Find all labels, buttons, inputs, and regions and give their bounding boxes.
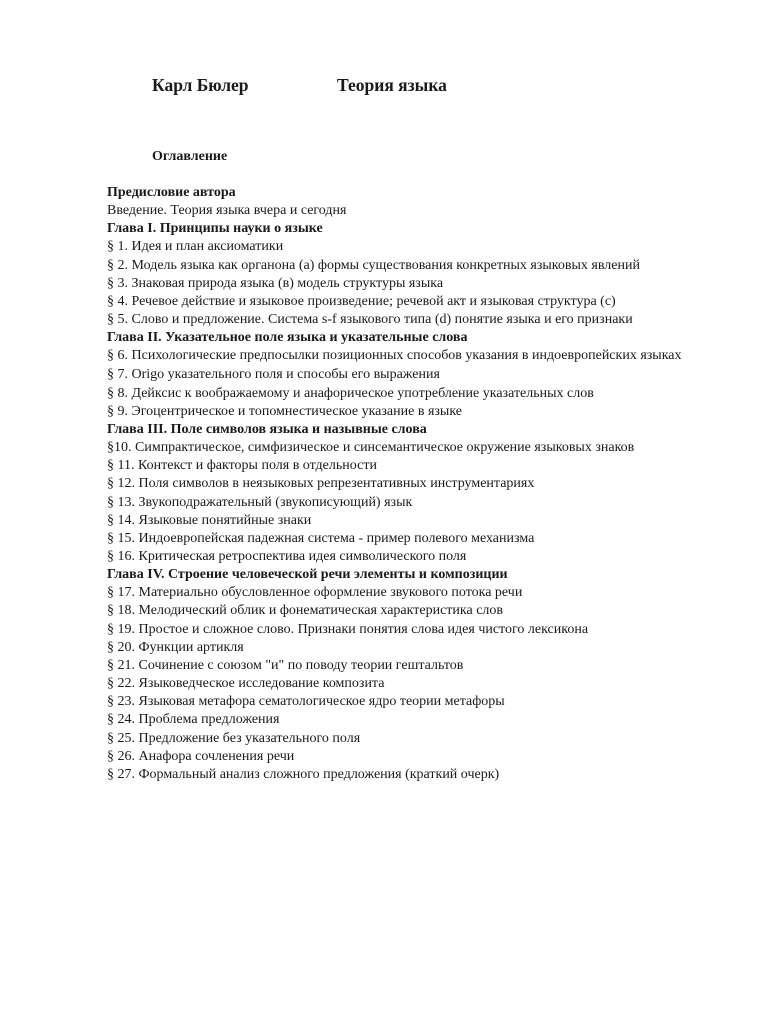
- toc-entry: § 15. Индоевропейская падежная система - пример полевого механизма: [107, 530, 535, 546]
- toc-entry: § 11. Контекст и факторы поля в отдельности: [107, 458, 377, 474]
- toc-entry: § 16. Критическая ретроспектива идея символического поля: [107, 548, 467, 564]
- toc-entry: § 22. Языковедческое исследование композита: [107, 676, 385, 692]
- toc-entry: § 8. Дейксис к воображаемому и анафорическое употребление указательных слов: [107, 385, 594, 401]
- toc-entry: § 5. Слово и предложение. Система s-f языкового типа (d) понятие языка и его признаки: [107, 312, 633, 328]
- toc-chapter-heading: Глава III. Поле символов языка и назывные слова: [107, 421, 427, 437]
- toc-entry: § 25. Предложение без указательного поля: [107, 730, 361, 746]
- toc-entry: § 20. Функции артикля: [107, 639, 244, 655]
- toc-entry: § 1. Идея и план аксиоматики: [107, 239, 284, 255]
- toc-entry: § 2. Модель языка как органона (а) формы существования конкретных языковых явлений: [107, 257, 640, 273]
- toc-entry: § 12. Поля символов в неязыковых репрезентативных инструментариях: [107, 476, 535, 492]
- toc-entry: § 13. Звукоподражательный (звукописующий) язык: [107, 494, 413, 510]
- book-title: Теория языка: [337, 75, 447, 95]
- toc-entry: § 17. Материально обусловленное оформление звукового потока речи: [107, 585, 523, 601]
- table-of-contents: [107, 184, 683, 784]
- toc-chapter-heading: Глава II. Указательное поле языка и указательные слова: [107, 330, 468, 346]
- toc-entry: § 4. Речевое действие и языковое произведение; речевой акт и языковая структура (с): [107, 293, 616, 309]
- toc-entry: § 6. Психологические предпосылки позиционных способов указания в индоевропейских языках: [107, 348, 682, 364]
- toc-entry: § 3. Знаковая природа языка (в) модель структуры языка: [107, 275, 444, 291]
- toc-entry: § 21. Сочинение с союзом "и" по поводу теории гештальтов: [107, 657, 464, 673]
- toc-entry: § 7. Origo указательного поля и способы его выражения: [107, 367, 440, 383]
- toc-entry: § 26. Анафора сочленения речи: [107, 748, 295, 764]
- toc-entry: § 14. Языковые понятийные знаки: [107, 512, 312, 528]
- toc-entry: § 23. Языковая метафора сематологическое ядро теории метафоры: [107, 694, 505, 710]
- toc-entry: §10. Симпрактическое, симфизическое и синсемантическое окружение языковых знаков: [107, 440, 635, 456]
- author-name: Карл Бюлер: [152, 75, 249, 95]
- toc-entry: § 27. Формальный анализ сложного предложения (краткий очерк): [107, 766, 500, 782]
- toc-heading: Оглавление: [152, 149, 228, 164]
- toc-entry: § 19. Простое и сложное слово. Признаки понятия слова идея чистого лексикона: [107, 621, 589, 637]
- toc-chapter-heading: Глава I. Принципы науки о языке: [107, 221, 323, 237]
- toc-chapter-heading: Предисловие автора: [107, 185, 236, 200]
- toc-entry: § 24. Проблема предложения: [107, 712, 280, 728]
- toc-entry: § 9. Эгоцентрическое и топомнестическое указание в языке: [107, 403, 462, 419]
- toc-entry: Введение. Теория языка вчера и сегодня: [107, 203, 347, 219]
- toc-chapter-heading: Глава IV. Строение человеческой речи элементы и композиции: [107, 567, 508, 583]
- toc-entry: § 18. Мелодический облик и фонематическая характеристика слов: [107, 603, 504, 619]
